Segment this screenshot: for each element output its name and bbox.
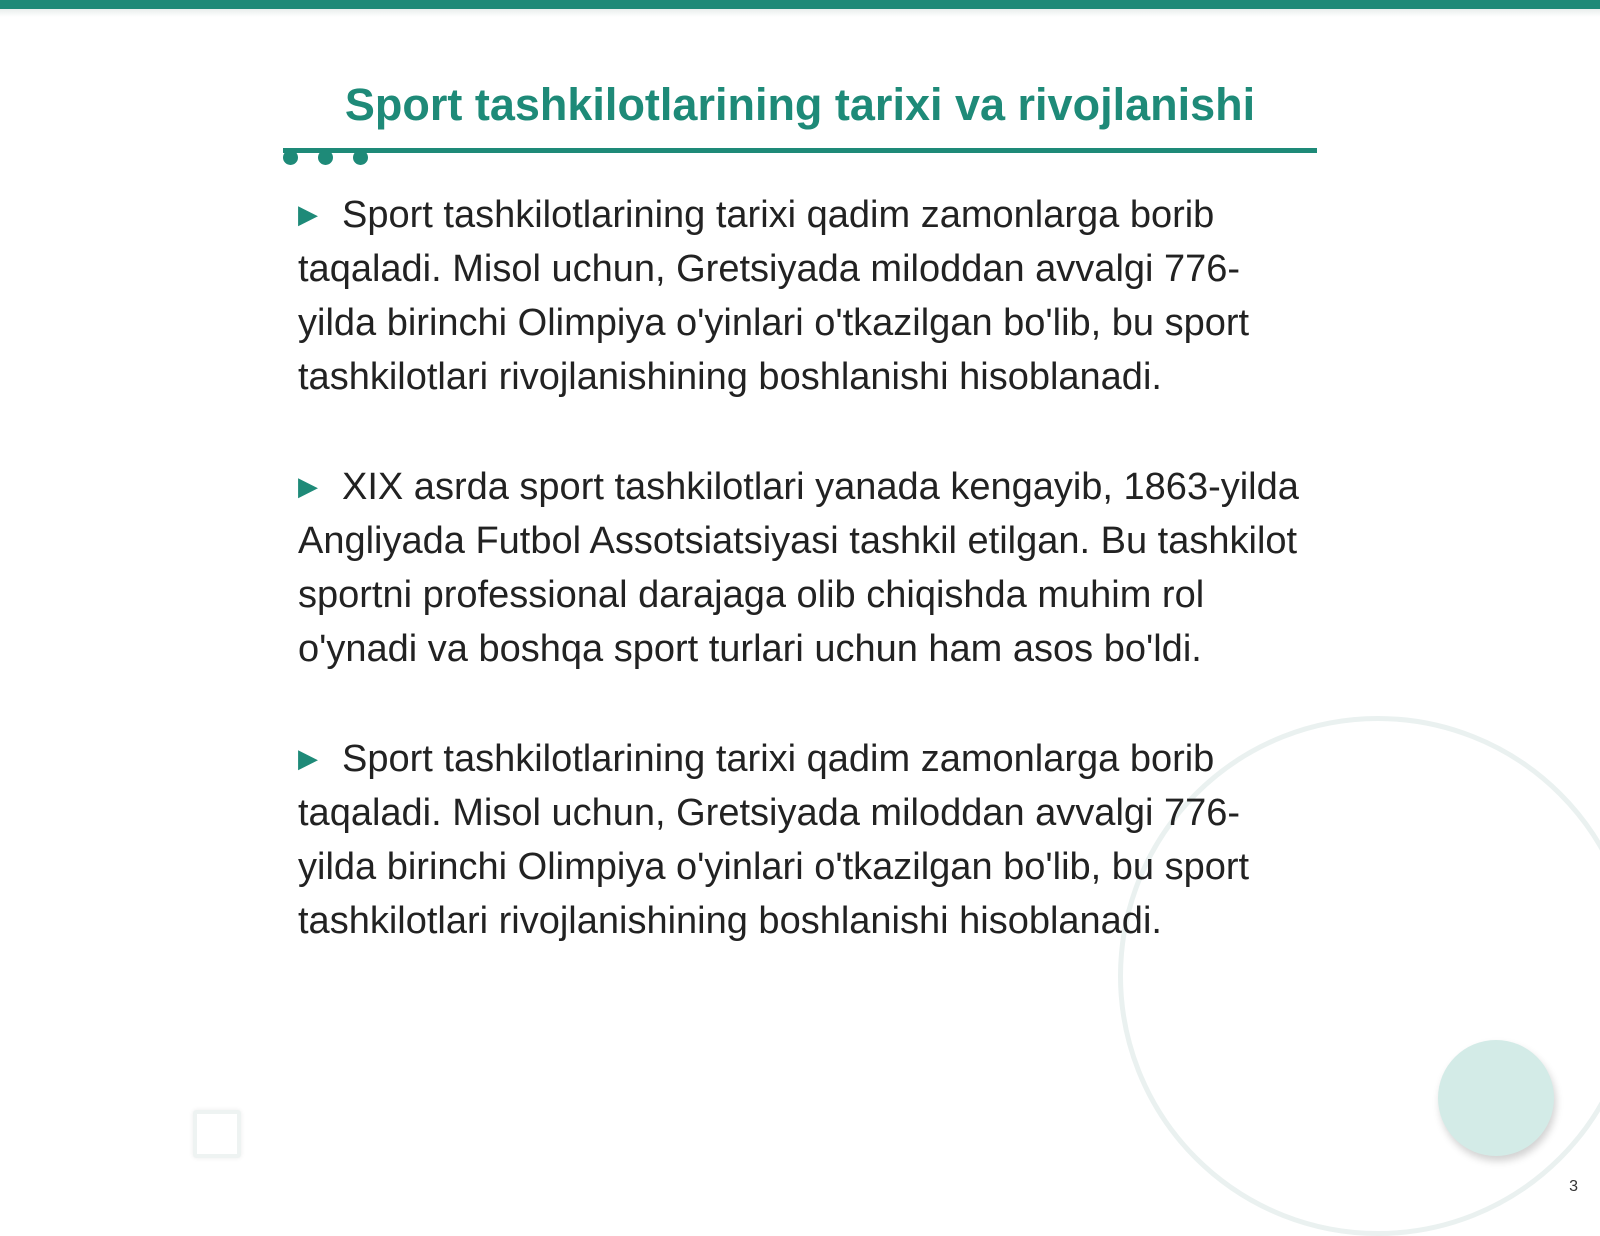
- title-underline: [283, 148, 1317, 153]
- top-accent-bar: [0, 0, 1600, 9]
- decorative-square: [193, 1110, 241, 1158]
- top-bar-shadow: [0, 9, 1600, 17]
- decorative-disc: [1438, 1040, 1554, 1156]
- bullet-list: [298, 187, 1308, 1003]
- title-dot: [283, 150, 298, 165]
- bullet-item: [298, 731, 1308, 948]
- bullet-text: Sport tashkilotlarining tarixi qadim zamonlarga borib taqaladi. Misol uchun, Gretsiyada miloddan avvalgi 776-yilda birinchi Olimpiya o'yinlari o'tkazilgan bo'lib, bu sport tashkilotlari rivojlanishining boshlanishi hisoblanadi.: [298, 194, 1250, 398]
- triangle-bullet-icon: ▶: [298, 199, 318, 229]
- triangle-bullet-icon: ▶: [298, 743, 318, 773]
- bullet-item: [298, 187, 1308, 404]
- title-dot: [318, 150, 333, 165]
- triangle-bullet-icon: ▶: [298, 471, 318, 501]
- page-number: 3: [1569, 1178, 1578, 1195]
- title-dot: [353, 150, 368, 165]
- bullet-text: Sport tashkilotlarining tarixi qadim zamonlarga borib taqaladi. Misol uchun, Gretsiyada miloddan avvalgi 776-yilda birinchi Olimpiya o'yinlari o'tkazilgan bo'lib, bu sport tashkilotlari rivojlanishining boshlanishi hisoblanadi.: [298, 738, 1250, 942]
- bullet-item: [298, 459, 1308, 676]
- bullet-text: XIX asrda sport tashkilotlari yanada kengayib, 1863-yilda Angliyada Futbol Assotsiatsiyasi tashkil etilgan. Bu tashkilot sportni professional darajaga olib chiqishda muhim rol o'ynadi va boshqa sport turlari uchun ham asos bo'ldi.: [298, 466, 1299, 670]
- slide-title: Sport tashkilotlarining tarixi va rivojlanishi: [344, 79, 1256, 130]
